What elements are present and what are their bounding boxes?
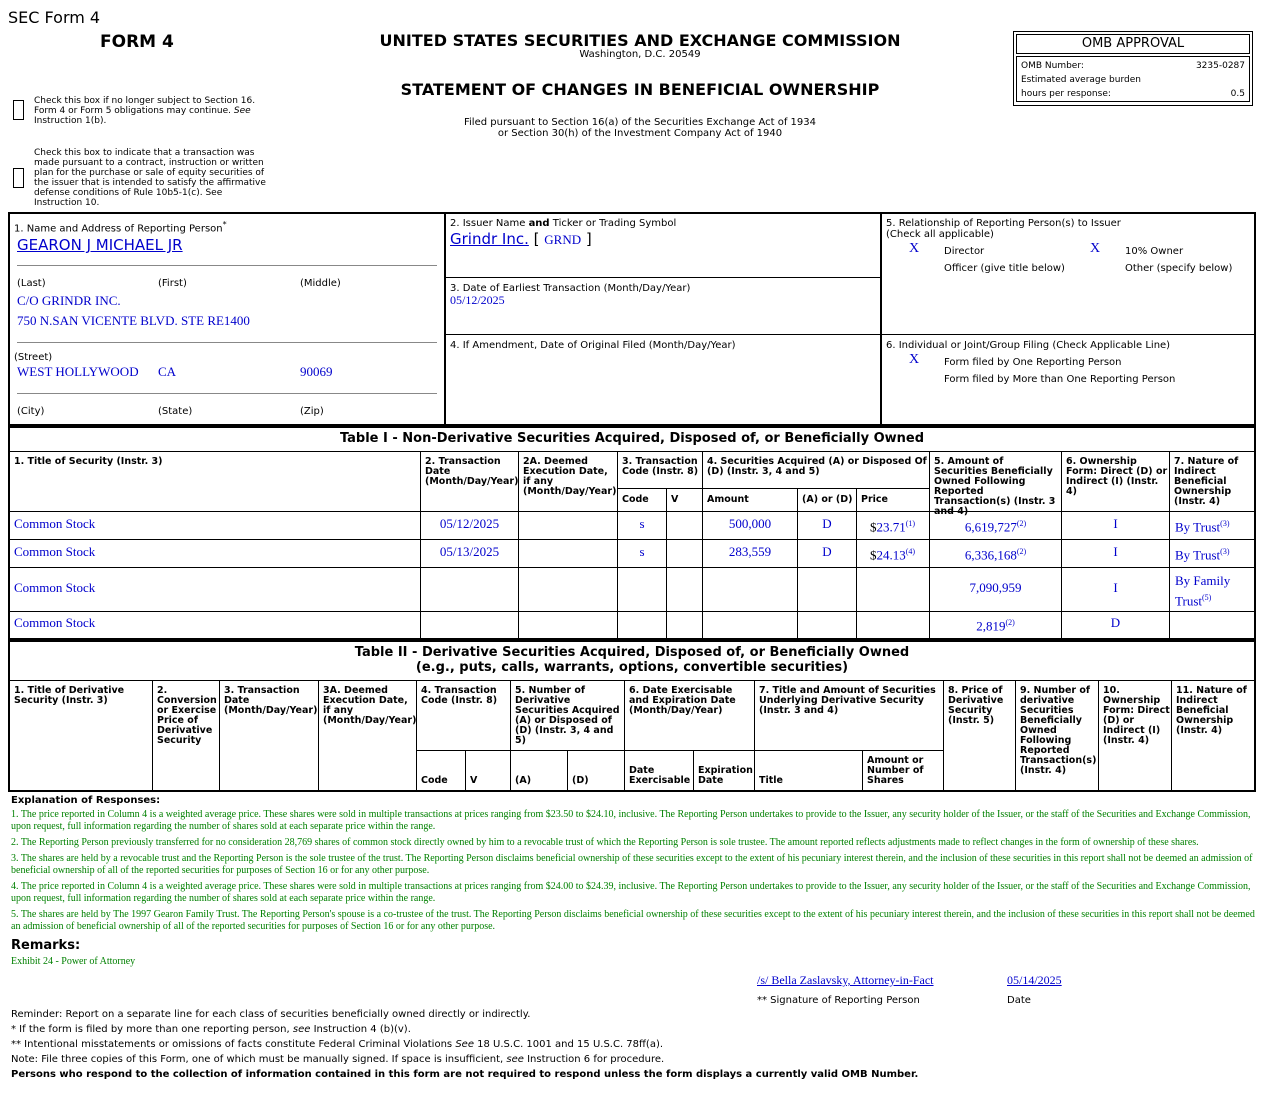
t2-sub-title: Title	[759, 775, 783, 786]
note1-text: * If the form is filed by more than one reporting person,	[11, 1024, 290, 1035]
price-prefix: $	[870, 547, 877, 563]
director-mark: X	[909, 241, 920, 256]
divider	[152, 681, 153, 790]
t1-col-deemed-date: 2A. Deemed Execution Date, if any (Month/Day/Year)	[523, 456, 617, 497]
footnote-3: 3. The shares are held by a revocable trust and the Reporting Person is the sole trustee of the trust. The Reporting Person disclaims beneficial ownership of these securities except to the extent of his pecuniary interest therein, and the inclusion of these securities in this report shall not be deemed an admission of beneficial ownership of all of the reported securities for purposes of Section 16 or for any other purpose.	[11, 853, 1253, 876]
reporting-person-name-link[interactable]: GEARON J MICHAEL JR	[17, 236, 183, 254]
reminder-note: Reminder: Report on a separate line for each class of securities beneficially owned directly or indirectly.	[11, 1009, 531, 1020]
box2-label	[450, 218, 676, 229]
one-person-label: Form filed by One Reporting Person	[944, 357, 1122, 368]
t2-sub-v: V	[470, 775, 478, 786]
checkbox1-instruction: Instruction 1(b).	[34, 116, 107, 126]
note-criminal-violations	[11, 1039, 663, 1051]
page-label: SEC Form 4	[8, 8, 101, 27]
director-label: Director	[944, 246, 985, 257]
note-file-copies	[11, 1054, 664, 1066]
no-longer-subject-text	[34, 96, 264, 126]
divider	[754, 681, 755, 790]
state-value: CA	[158, 364, 177, 379]
nature-footnote: (5)	[1201, 593, 1212, 602]
t1-row1-form: I	[1113, 516, 1118, 531]
box4-label: 4. If Amendment, Date of Original Filed (Month/Day/Year)	[450, 340, 736, 351]
ticker-symbol: GRND	[544, 232, 582, 247]
t1-row2-amount: 283,559	[728, 544, 772, 559]
bracket-close: ]	[585, 230, 592, 248]
divider	[17, 393, 437, 394]
first-label: (First)	[158, 278, 187, 289]
state-label: (State)	[158, 406, 193, 417]
divider	[17, 342, 437, 343]
filed-line-2: or Section 30(h) of the Investment Company Act of 1940	[497, 128, 783, 139]
nature-footnote: (3)	[1220, 519, 1230, 528]
t1-col-title-security: 1. Title of Security (Instr. 3)	[14, 456, 163, 467]
t1-sub-v: V	[671, 494, 679, 505]
t1-row1-price	[870, 517, 915, 534]
owned-footnote: (2)	[1016, 519, 1027, 528]
t2-col-ownership-form: 10. Ownership Form: Direct (D) or Indirect (I) (Instr. 4)	[1103, 685, 1170, 746]
t2-col-conversion-price: 2. Conversion or Exercise Price of Derivative Security	[157, 685, 217, 746]
omb-burden-label: Estimated average burden	[1021, 75, 1141, 85]
t2-col-number-owned: 9. Number of derivative Securities Beneficially Owned Following Reported Transaction(s) (Instr. 4)	[1020, 685, 1097, 776]
omb-number-label: OMB Number:	[1021, 61, 1084, 71]
box5-label	[886, 218, 1121, 240]
price-value: 23.71	[876, 519, 906, 535]
divider	[318, 681, 319, 790]
explanation-title: Explanation of Responses:	[11, 795, 161, 806]
note2-text: ** Intentional misstatements or omissions of facts constitute Federal Criminal Violations	[11, 1039, 453, 1050]
divider	[624, 681, 625, 790]
t1-row3-form: I	[1113, 580, 1118, 595]
box2-label-b: Ticker or Trading Symbol	[552, 218, 677, 229]
box3-label: 3. Date of Earliest Transaction (Month/Day/Year)	[450, 283, 691, 294]
divider	[10, 611, 1254, 612]
divider	[10, 539, 1254, 540]
divider	[1015, 681, 1016, 790]
table-2-title	[10, 645, 1254, 675]
filed-line-1: Filed pursuant to Section 16(a) of the Securities Exchange Act of 1934	[464, 117, 816, 128]
issuer-line	[450, 230, 592, 248]
omb-details	[1016, 56, 1250, 102]
form-title: FORM 4	[100, 32, 174, 52]
t1-row4-title: Common Stock	[14, 615, 96, 630]
t1-row2-form: I	[1113, 544, 1118, 559]
note-omb-number: Persons who respond to the collection of information contained in this form are not required to respond unless the form displays a currently valid OMB Number.	[11, 1069, 919, 1080]
box1-label	[14, 219, 227, 234]
note2-see: See	[455, 1039, 474, 1050]
signature-label: ** Signature of Reporting Person	[757, 995, 920, 1006]
footnote-4: 4. The price reported in Column 4 is a weighted average price. These shares were sold in multiple transactions at prices ranging from $24.00 to $24.39, inclusive. The Reporting Person undertakes to provide to the Issuer, any security holder of the Issuer, or the staff of the Securities and Exchange Commission, upon request, full information regarding the number of shares sold at each separate price within the range.	[11, 881, 1251, 904]
remarks-title: Remarks:	[11, 938, 81, 953]
street-label: (Street)	[14, 352, 53, 363]
t2-sub-date-exercisable: Date Exercisable	[629, 765, 691, 786]
t1-row4-owned	[930, 616, 1061, 633]
nature-value: By Trust	[1175, 519, 1221, 535]
omb-hours-label: hours per response:	[1021, 89, 1111, 99]
divider	[618, 488, 929, 489]
t1-row2-date: 05/13/2025	[439, 544, 500, 559]
t1-row1-title: Common Stock	[14, 516, 96, 531]
divider	[17, 265, 437, 266]
divider	[862, 750, 863, 790]
owned-footnote: (2)	[1016, 547, 1027, 556]
address-line-2: 750 N.SAN VICENTE BLVD. STE RE1400	[17, 313, 250, 328]
checkbox1-see: See	[233, 106, 251, 116]
t1-col-nature: 7. Nature of Indirect Beneficial Ownership (Instr. 4)	[1174, 456, 1239, 507]
signature-link[interactable]: /s/ Bella Zaslavsky, Attorney-in-Fact	[757, 973, 934, 987]
box6-label: 6. Individual or Joint/Group Filing (Check Applicable Line)	[886, 340, 1171, 351]
t1-row1-amount: 500,000	[728, 516, 772, 531]
divider	[510, 681, 511, 790]
nature-value: By Trust	[1175, 547, 1221, 563]
agency-name: UNITED STATES SECURITIES AND EXCHANGE COMMISSION	[379, 31, 901, 50]
divider	[882, 334, 1255, 335]
earliest-transaction-date: 05/12/2025	[450, 293, 505, 307]
nature-footnote: (3)	[1220, 547, 1230, 556]
box5-label-2: (Check all applicable)	[886, 229, 994, 240]
address-line-1: C/O GRINDR INC.	[17, 293, 121, 308]
t2-col-price: 8. Price of Derivative Security (Instr. 5)	[948, 685, 1004, 726]
price-footnote: (4)	[905, 547, 916, 556]
divider	[416, 681, 417, 790]
price-footnote: (1)	[905, 519, 916, 528]
note3-text: Note: File three copies of this Form, one of which must be manually signed. If space is insufficient,	[11, 1054, 504, 1065]
omb-approval-box	[1013, 31, 1253, 106]
t2-col-title: 1. Title of Derivative Security (Instr. 3)	[14, 685, 125, 706]
t1-row1-code: s	[639, 516, 645, 531]
t2-sub-amount: Amount or Number of Shares	[867, 755, 924, 786]
city-label: (City)	[17, 406, 45, 417]
zip-label: (Zip)	[300, 406, 324, 417]
divider	[10, 567, 1254, 568]
divider	[446, 277, 880, 278]
t1-row3-owned: 7,090,959	[969, 580, 1022, 595]
divider	[219, 681, 220, 790]
omb-number-value: 3235-0287	[1195, 61, 1245, 71]
divider	[417, 750, 943, 751]
t2-sub-a: (A)	[515, 775, 532, 786]
t1-row2-title: Common Stock	[14, 544, 96, 559]
table-2-title-1: Table II - Derivative Securities Acquired, Disposed of, or Beneficially Owned	[354, 645, 910, 660]
owned-value: 6,336,168	[964, 547, 1017, 563]
t1-row2-a-or-d: D	[822, 544, 832, 559]
issuer-name-link[interactable]: Grindr Inc.	[450, 230, 529, 248]
divider	[10, 511, 1254, 512]
no-longer-subject-checkbox[interactable]	[13, 100, 24, 120]
statement-title: STATEMENT OF CHANGES IN BENEFICIAL OWNERSHIP	[400, 80, 880, 99]
omb-title: OMB APPROVAL	[1016, 34, 1250, 54]
other-label: Other (specify below)	[1125, 263, 1233, 274]
owned-value: 6,619,727	[964, 519, 1017, 535]
t2-col-number-securities: 5. Number of Derivative Securities Acquired (A) or Disposed of (D) (Instr. 3, 4 and 5)	[515, 685, 620, 746]
t1-row3-title: Common Stock	[14, 580, 96, 595]
t2-col-underlying: 7. Title and Amount of Securities Underlying Derivative Security (Instr. 3 and 4)	[759, 685, 936, 716]
bracket-open: [	[533, 230, 540, 248]
one-person-mark: X	[909, 352, 920, 367]
ten-percent-owner-label: 10% Owner	[1125, 246, 1184, 257]
t1-row1-nature	[1175, 517, 1230, 534]
t2-sub-code: Code	[421, 775, 448, 786]
remarks-text: Exhibit 24 - Power of Attorney	[11, 956, 136, 967]
checkbox1-text: Check this box if no longer subject to Section 16. Form 4 or Form 5 obligations may continue.	[34, 96, 256, 116]
divider	[444, 213, 446, 425]
t1-col-amount-owned: 5. Amount of Securities Beneficially Owned Following Reported Transaction(s) (Instr. 3 and 4)	[934, 456, 1056, 517]
t1-row2-nature	[1175, 545, 1230, 562]
note-multiple-persons	[11, 1024, 411, 1036]
price-value: 24.13	[876, 547, 906, 563]
t1-row2-owned	[930, 545, 1061, 562]
footnote-1: 1. The price reported in Column 4 is a weighted average price. These shares were sold in multiple transactions at prices ranging from $23.50 to $24.10, inclusive. The Reporting Person undertakes to provide to the Issuer, any security holder of the Issuer, or the staff of the Securities and Exchange Commission, upon request, full information regarding the number of shares sold at each separate price within the range.	[11, 809, 1251, 832]
t2-col-date-exercisable: 6. Date Exercisable and Expiration Date (Month/Day/Year)	[629, 685, 736, 716]
divider	[10, 451, 1254, 452]
t1-row2-code: s	[639, 544, 645, 559]
owned-footnote: (2)	[1005, 618, 1015, 627]
box2-label-and: and	[528, 218, 550, 229]
divider	[465, 750, 466, 790]
divider	[880, 213, 882, 425]
divider	[943, 681, 944, 790]
box1-label-text: 1. Name and Address of Reporting Person	[14, 223, 223, 235]
t1-row2-price	[870, 545, 915, 562]
divider	[10, 680, 1254, 681]
divider	[567, 750, 568, 790]
rule-10b5-1-checkbox[interactable]	[13, 168, 24, 188]
note2-citation: 18 U.S.C. 1001 and 15 U.S.C. 78ff(a).	[477, 1039, 664, 1050]
date-label: Date	[1007, 995, 1031, 1006]
box5-label-1: 5. Relationship of Reporting Person(s) to Issuer	[886, 218, 1121, 229]
price-prefix: $	[870, 519, 877, 535]
city-value: WEST HOLLYWOOD	[17, 364, 139, 379]
divider	[446, 334, 880, 335]
t2-col-deemed-date: 3A. Deemed Execution Date, if any (Month/Day/Year)	[323, 685, 417, 726]
omb-hours-value: 0.5	[1230, 89, 1245, 99]
divider	[1171, 681, 1172, 790]
t1-row4-form: D	[1110, 615, 1121, 630]
table-1-title: Table I - Non-Derivative Securities Acquired, Disposed of, or Beneficially Owned	[339, 431, 925, 446]
divider	[1098, 681, 1099, 790]
note1-instruction: Instruction 4 (b)(v).	[313, 1024, 411, 1035]
last-label: (Last)	[17, 278, 46, 289]
footnote-2: 2. The Reporting Person previously transferred for no consideration 28,769 shares of common stock directly owned by him to a revocable trust of which the Reporting Person is sole trustee. The amount reported reflects adjustments made to reflect changes in the form of ownership of these shares.	[11, 837, 1199, 848]
t1-row1-date: 05/12/2025	[439, 516, 500, 531]
t2-col-nature: 11. Nature of Indirect Beneficial Ownership (Instr. 4)	[1176, 685, 1247, 736]
rule-10b5-1-text: Check this box to indicate that a transaction was made pursuant to a contract, instruction or written plan for the purchase or sale of equity securities of the issuer that is intended to satisfy the affirmative defense conditions of Rule 10b5-1(c). See Instruction 10.	[34, 148, 266, 208]
t1-sub-price: Price	[861, 494, 888, 505]
owned-value: 2,819	[976, 618, 1006, 634]
agency-location: Washington, D.C. 20549	[579, 49, 701, 60]
note1-see: see	[292, 1024, 311, 1035]
t1-col-transaction-date: 2. Transaction Date (Month/Day/Year)	[425, 456, 519, 487]
ten-percent-owner-mark: X	[1090, 241, 1101, 256]
t1-sub-a-or-d: (A) or (D)	[802, 494, 853, 505]
middle-label: (Middle)	[300, 278, 341, 289]
officer-label: Officer (give title below)	[944, 263, 1065, 274]
note3-see: see	[506, 1054, 524, 1065]
filed-pursuant	[330, 117, 950, 139]
note3-instruction: Instruction 6 for procedure.	[527, 1054, 665, 1065]
t1-row1-owned	[930, 517, 1061, 534]
zip-value: 90069	[300, 364, 333, 379]
table-2-title-2: (e.g., puts, calls, warrants, options, convertible securities)	[415, 660, 849, 675]
t2-sub-expiration: Expiration Date	[698, 765, 753, 786]
box2-label-a: 2. Issuer Name	[450, 218, 526, 229]
t2-sub-d: (D)	[572, 775, 589, 786]
signature-date-link[interactable]: 05/14/2025	[1007, 973, 1062, 987]
t1-sub-amount: Amount	[707, 494, 749, 505]
nature-value: By Family Trust	[1175, 573, 1231, 609]
divider	[693, 750, 694, 790]
t1-col-transaction-code: 3. Transaction Code (Instr. 8)	[622, 456, 699, 477]
t2-col-transaction-date: 3. Transaction Date (Month/Day/Year)	[224, 685, 318, 716]
t1-row1-a-or-d: D	[822, 516, 832, 531]
t1-col-ownership-form: 6. Ownership Form: Direct (D) or Indirect (I) (Instr. 4)	[1066, 456, 1168, 497]
t2-col-transaction-code: 4. Transaction Code (Instr. 8)	[421, 685, 498, 706]
more-persons-label: Form filed by More than One Reporting Person	[944, 374, 1176, 385]
box1-star: *	[222, 220, 227, 229]
t1-sub-code: Code	[622, 494, 649, 505]
t1-col-securities-acquired: 4. Securities Acquired (A) or Disposed Of (D) (Instr. 3, 4 and 5)	[707, 456, 927, 477]
t1-row3-nature	[1175, 572, 1253, 609]
footnote-5: 5. The shares are held by The 1997 Gearon Family Trust. The Reporting Person's spouse is a co-trustee of the trust. The Reporting Person disclaims beneficial ownership of these securities except to the extent of his pecuniary interest therein, and the inclusion of these securities in this report shall not be deemed an admission of beneficial ownership of all of the reported securities for purposes of Section 16 or for any other purpose.	[11, 909, 1255, 932]
